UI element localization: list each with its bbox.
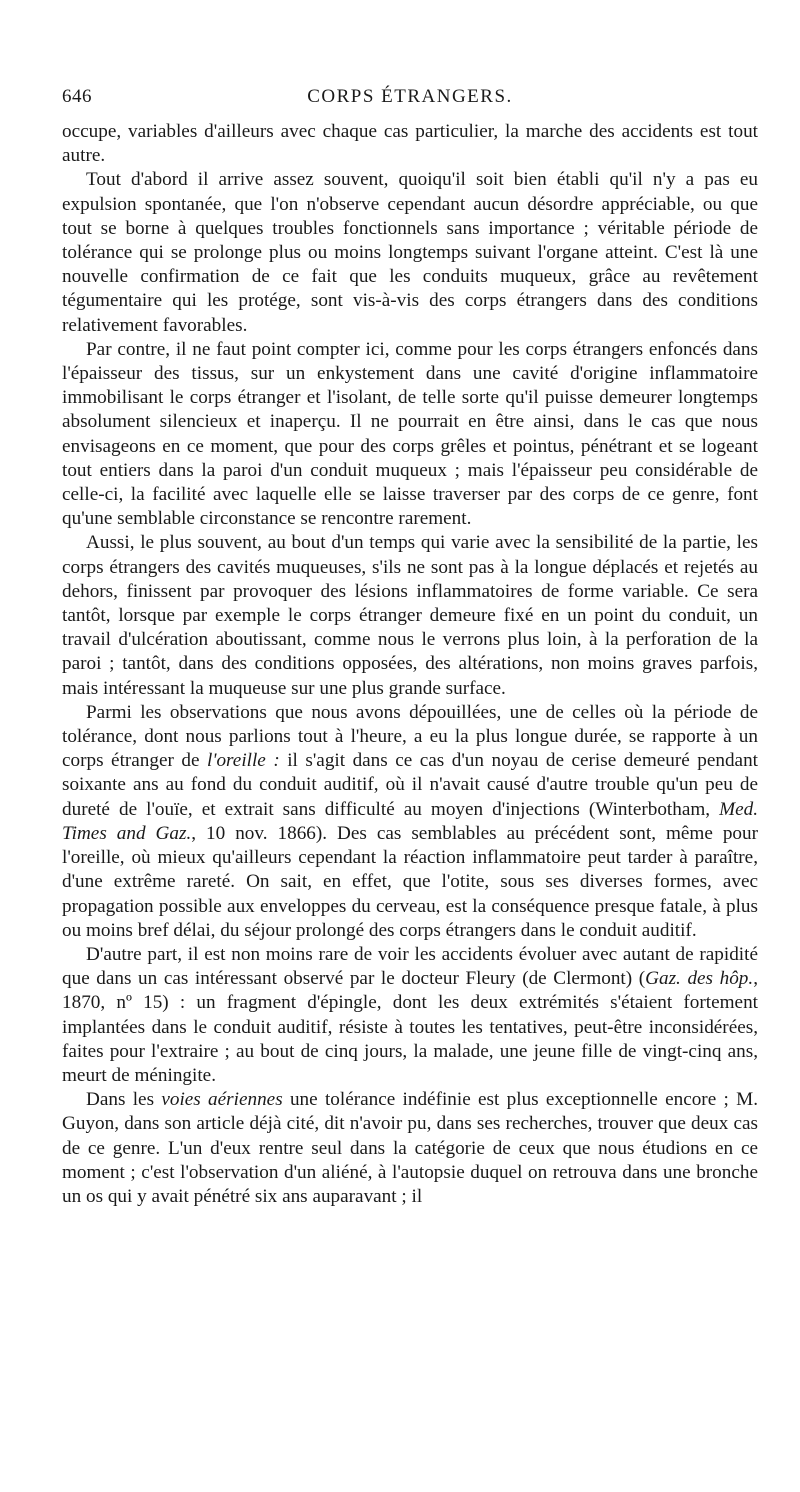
paragraph xyxy=(62,701,758,943)
italic-text: Med. Times and Gaz. xyxy=(62,798,758,844)
paragraph xyxy=(62,338,758,532)
body-text xyxy=(62,120,758,1209)
italic-text: Gaz. des hôp. xyxy=(645,968,754,990)
paragraph xyxy=(62,168,758,337)
text-segment: Dans les xyxy=(86,1089,162,1111)
paragraph xyxy=(62,120,758,168)
italic-text: l'oreille : xyxy=(207,750,280,772)
text-segment: il s'agit dans ce cas d'un noyau de cerise demeuré pendant soixante ans au fond du conduit auditif, où il n'avait causé d'autre trouble qu'un peu de dureté de l'ouïe, et extrait sans difficulté au moyen d'injections (Winterbotham, xyxy=(62,750,758,820)
paragraph xyxy=(62,1088,758,1209)
text-segment: , 10 nov. 1866). Des cas semblables au précédent sont, même pour l'oreille, où mieux qu'ailleurs cependant la réaction inflammatoire peut tarder à paraître, d'une extrême rareté. On sait, en effet, que l'otite, sous ses diverses formes, avec propagation possible aux enveloppes du cerveau, est la conséquence presque fatale, à plus ou moins bref délai, du séjour prolongé des corps étrangers dans le conduit auditif. xyxy=(62,822,758,941)
italic-text: voies aériennes xyxy=(161,1089,283,1111)
text-segment: Tout d'abord il arrive assez souvent, quoiqu'il soit bien établi qu'il n'y a pas eu expulsion spontanée, que l'on n'observe cependant aucun désordre appréciable, ou que tout se borne à quelques troubles fonctionnels sans importance ; véritable période de tolérance qui se prolonge plus ou moins longtemps suivant l'organe atteint. C'est là une nouvelle confirmation de ce fait que les conduits muqueux, grâce au revêtement tégumentaire qui les protége, sont vis-à-vis des corps étrangers dans des conditions relativement favorables. xyxy=(62,169,758,336)
text-segment: Par contre, il ne faut point compter ici, comme pour les corps étrangers enfoncés dans l'épaisseur des tissus, sur un enkystement dans une cavité d'origine inflammatoire immobilisant le corps étranger et l'isolant, de telle sorte qu'il puisse demeurer longtemps absolument silencieux et inaperçu. Il ne pourrait en être ainsi, dans le cas que nous envisageons en ce moment, que pour des corps grêles et pointus, pénétrant et se logeant tout entiers dans la paroi d'un conduit muqueux ; mais l'épaisseur peu considérable de celle-ci, la facilité avec laquelle elle se laisse traverser par des corps de ce genre, font qu'une semblable circonstance se rencontre rarement. xyxy=(62,338,758,530)
text-segment: Aussi, le plus souvent, au bout d'un temps qui varie avec la sensibilité de la partie, les corps étrangers des cavités muqueuses, s'ils ne sont pas à la longue déplacés et rejetés au dehors, finissent par provoquer des lésions inflammatoires de forme variable. Ce sera tantôt, lorsque par exemple le corps étranger demeure fixé en un point du conduit, un travail d'ulcération aboutissant, comme nous le verrons plus loin, à la perforation de la paroi ; tantôt, dans des conditions opposées, des altérations, non moins graves parfois, mais intéressant la muqueuse sur une plus grande surface. xyxy=(62,532,758,699)
text-segment: , 1870, nº 15) : un fragment d'épingle, dont les deux extrémités s'étaient fortement implantées dans le conduit auditif, résiste à toutes les tentatives, peut-être inconsidérées, faites pour l'extraire ; au bout de cinq jours, la malade, une jeune fille de vingt-cinq ans, meurt de méningite. xyxy=(62,968,758,1086)
page-header xyxy=(62,86,758,120)
paragraph xyxy=(62,943,758,1088)
running-head: CORPS ÉTRANGERS. xyxy=(307,86,513,107)
text-segment: une tolérance indéfinie est plus exceptionnelle encore ; M. Guyon, dans son article déjà cité, dit n'avoir pu, dans ses recherches, trouver que deux cas de ce genre. L'un d'eux rentre seul dans la catégorie de ceux que nous étudions en ce moment ; c'est l'observation d'un aliéné, à l'autopsie duquel on retrouva dans une bronche un os qui y avait pénétré six ans auparavant ; il xyxy=(62,1089,758,1207)
book-page xyxy=(62,86,758,1209)
text-segment: D'autre part, il est non moins rare de voir les accidents évoluer avec autant de rapidité que dans un cas intéressant observé par le docteur Fleury (de Clermont) ( xyxy=(62,943,758,990)
text-segment: occupe, variables d'ailleurs avec chaque cas particulier, la marche des accidents est tout autre. xyxy=(62,121,758,167)
paragraph xyxy=(62,531,758,700)
page-number: 646 xyxy=(62,86,92,107)
text-segment: Parmi les observations que nous avons dépouillées, une de celles où la période de tolérance, dont nous parlions tout à l'heure, a eu la plus longue durée, se rapporte à un corps étranger de xyxy=(62,701,758,772)
